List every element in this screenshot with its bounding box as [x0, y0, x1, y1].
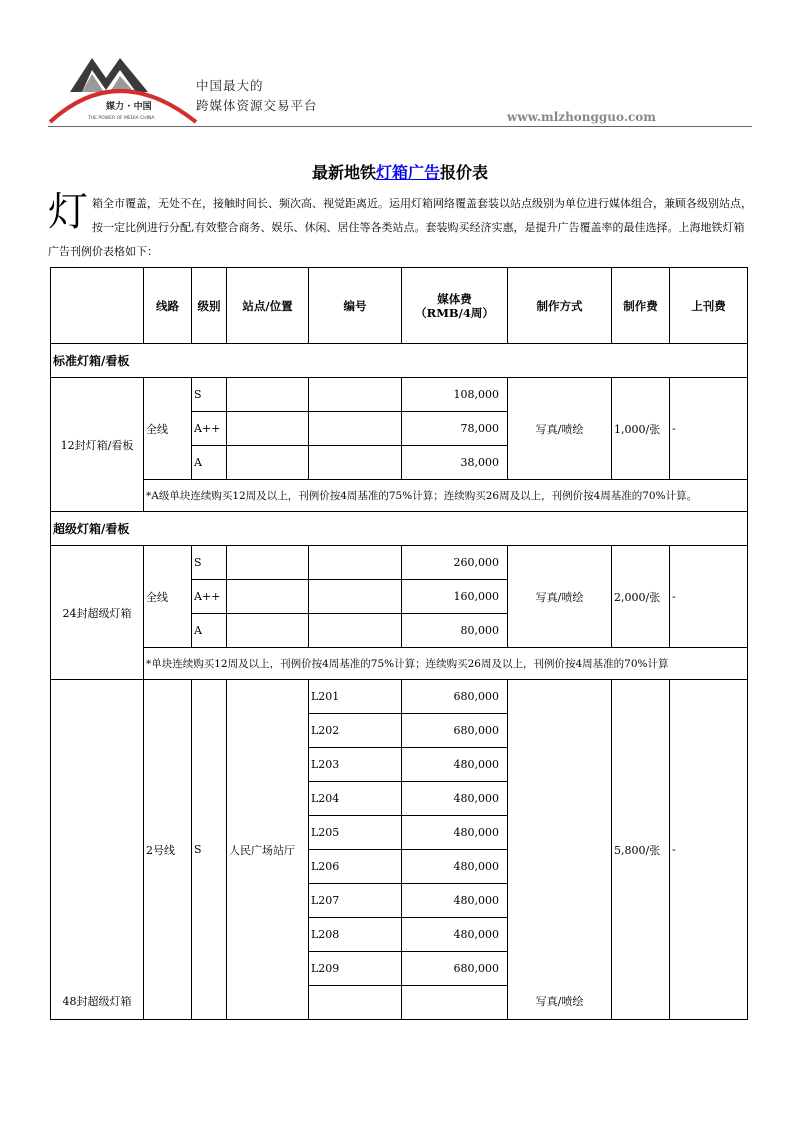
price-cell: 480,000 [402, 918, 508, 952]
slogan-line-1: 中国最大的 [196, 78, 264, 93]
section-title-row [51, 344, 748, 378]
section-title-row [51, 512, 748, 546]
intro-text: 箱全市覆盖，无处不在，接触时间长、频次高、视觉距离近。运用灯箱网络覆盖套装以站点级别为单位进行媒体组合，兼顾各级别站点，按一定比例进行分配,有效整合商务、娱乐、休闲、居住等各类站点。套装购买经济实惠，是提升广告覆盖率的最佳选择。上海地铁灯箱广告刊例价表格如下： [48, 197, 752, 258]
code-cell [309, 614, 402, 648]
product-name: 12封灯箱/看板 [51, 378, 144, 512]
price-table [50, 267, 748, 1020]
price-cell: 80,000 [402, 614, 508, 648]
code-cell: L206 [309, 850, 402, 884]
title-prefix: 最新地铁 [311, 163, 376, 182]
method-cell: 写真/喷绘 [508, 680, 612, 1020]
note-row [51, 480, 748, 512]
page-header [48, 52, 752, 128]
code-cell: L203 [309, 748, 402, 782]
note-text: *单块连续购买12周及以上，刊例价按4周基准的75%计算；连续购买26周及以上，刊例价按4周基准的70%计算 [144, 648, 748, 680]
logo-en-tagline: THE POWER OF MEDIA CHINA [88, 116, 155, 121]
page-title [0, 160, 800, 183]
header-posting-fee: 上刊费 [670, 268, 748, 344]
production-fee-cell: 1,000/张 [612, 378, 670, 480]
code-cell: L208 [309, 918, 402, 952]
price-cell: 480,000 [402, 782, 508, 816]
level-cell: A [192, 614, 227, 648]
station-cell [227, 378, 309, 412]
posting-fee-cell: - [670, 546, 748, 648]
level-cell: S [192, 680, 227, 1020]
line-cell: 全线 [144, 546, 192, 648]
header-product [51, 268, 144, 344]
production-fee-cell: 5,800/张 [612, 680, 670, 1020]
product-name: 48封超级灯箱 [51, 680, 144, 1020]
code-cell: L207 [309, 884, 402, 918]
line-cell: 全线 [144, 378, 192, 480]
price-cell: 38,000 [402, 446, 508, 480]
level-cell: A++ [192, 580, 227, 614]
header-station: 站点/位置 [227, 268, 309, 344]
posting-fee-cell: - [670, 680, 748, 1020]
table-header-row [51, 268, 748, 344]
price-cell: 260,000 [402, 546, 508, 580]
code-cell [309, 378, 402, 412]
price-cell: 480,000 [402, 850, 508, 884]
header-media-fee-line2: （RMB/4周） [415, 305, 494, 320]
method-cell: 写真/喷绘 [508, 378, 612, 480]
price-cell: 108,000 [402, 378, 508, 412]
method-cell: 写真/喷绘 [508, 546, 612, 648]
code-cell [309, 412, 402, 446]
production-fee-cell: 2,000/张 [612, 546, 670, 648]
station-cell [227, 446, 309, 480]
station-cell [227, 412, 309, 446]
intro-dropcap: 灯 [48, 189, 88, 235]
line-cell: 2号线 [144, 680, 192, 1020]
code-cell: L205 [309, 816, 402, 850]
slogan [196, 76, 318, 116]
note-text: *A级单块连续购买12周及以上，刊例价按4周基准的75%计算；连续购买26周及以上，刊例价按4周基准的70%计算。 [144, 480, 748, 512]
header-media-fee-line1: 媒体费 [437, 291, 472, 306]
code-cell: L204 [309, 782, 402, 816]
price-cell: 680,000 [402, 680, 508, 714]
intro-paragraph [48, 189, 752, 264]
header-media-fee [402, 268, 508, 344]
price-cell: 480,000 [402, 748, 508, 782]
header-production-fee: 制作费 [612, 268, 670, 344]
section-title: 超级灯箱/看板 [51, 512, 748, 546]
header-line: 线路 [144, 268, 192, 344]
section-title: 标准灯箱/看板 [51, 344, 748, 378]
media-china-logo [48, 52, 198, 128]
header-level: 级别 [192, 268, 227, 344]
price-cell: 480,000 [402, 816, 508, 850]
table-row [51, 546, 748, 580]
header-code: 编号 [309, 268, 402, 344]
station-cell [227, 614, 309, 648]
code-cell: L202 [309, 714, 402, 748]
level-cell: S [192, 378, 227, 412]
level-cell: S [192, 546, 227, 580]
title-suffix: 报价表 [440, 163, 489, 182]
logo-cn-name: 媒力 · 中国 [106, 102, 152, 112]
header-method: 制作方式 [508, 268, 612, 344]
code-cell: L209 [309, 952, 402, 986]
price-cell: 160,000 [402, 580, 508, 614]
price-cell [402, 986, 508, 1020]
code-cell [309, 546, 402, 580]
level-cell: A++ [192, 412, 227, 446]
price-cell: 78,000 [402, 412, 508, 446]
note-row [51, 648, 748, 680]
code-cell [309, 446, 402, 480]
level-cell: A [192, 446, 227, 480]
station-cell: 人民广场站厅 [227, 680, 309, 1020]
code-cell [309, 986, 402, 1020]
table-row [51, 378, 748, 412]
station-cell [227, 580, 309, 614]
price-cell: 480,000 [402, 884, 508, 918]
table-row [51, 680, 748, 714]
posting-fee-cell: - [670, 378, 748, 480]
website-link[interactable]: www.mlzhongguo.com [507, 110, 656, 124]
code-cell: L201 [309, 680, 402, 714]
price-cell: 680,000 [402, 714, 508, 748]
header-divider [48, 126, 752, 127]
title-link[interactable]: 灯箱广告 [375, 163, 440, 182]
product-name: 24封超级灯箱 [51, 546, 144, 680]
code-cell [309, 580, 402, 614]
slogan-line-2: 跨媒体资源交易平台 [196, 98, 318, 113]
price-cell: 680,000 [402, 952, 508, 986]
station-cell [227, 546, 309, 580]
